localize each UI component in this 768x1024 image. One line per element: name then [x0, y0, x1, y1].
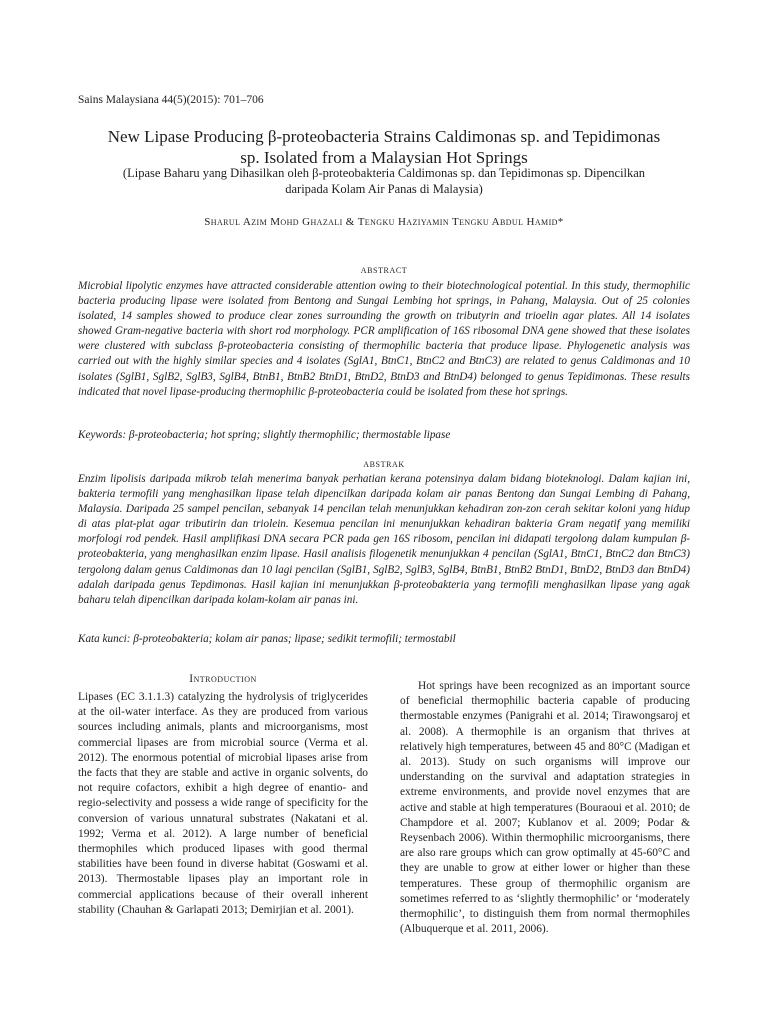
introduction-right-column: Hot springs have been recognized as an important source of beneficial thermophilic bacteria capable of producing thermostable enzymes (Panigrahi et al. 2014; Tirawongsaroj et al. 2008). A thermophile is an organism that thrives at relatively high temperatures, between 45 and 80°C (Madigan et al. 2013). Study on such organisms will improve our understanding on the survival and adaptation strategies in extreme environments, and provide novel enzymes that are active and stable at high temperatures (Bouraoui et al. 2010; de Champdore et al. 2007; Kublanov et al. 2009; Podar & Reysenbach 2006). Within thermophilic microorganisms, there are also rare groups which can grow optimally at 45-60°C and they are unable to grow at either lower or higher than these temperatures. These group of thermophilic organism are sometimes referred to as ‘slightly thermophilic’ or ‘moderately thermophilic’, to distinguish them from normal thermophiles (Albuquerque et al. 2011, 2006).: [400, 680, 690, 936]
paper-subtitle-line-1: (Lipase Baharu yang Dihasilkan oleh β-proteobakteria Caldimonas sp. dan Tepidimonas sp. Dipencilkan: [122, 166, 646, 180]
paper-title: [40, 126, 728, 168]
paper-subtitle-line-2: daripada Kolam Air Panas di Malaysia): [285, 181, 483, 196]
introduction-left-column: Lipases (EC 3.1.1.3) catalyzing the hydrolysis of triglycerides at the oil-water interface. As they are produced from various sources including animals, plants and microorganisms, most commercial lipases are from microbial source (Verma et al. 2012). The enormous potential of microbial lipases arise from the facts that they are stable and active in organic solvents, do not require cofactors, exhibit a high degree of enantio- and regio-selectivity and possess a wide range of specificity for the conversion of various unnatural substrates (Nakatani et al. 1992; Verma et al. 2012). A large number of beneficial thermophiles which produced lipases with good thermal stabilities have been found in diverse habitat (Goswami et al. 2013). Thermostable lipases play an important role in commercial applications because of their overall inherent stability (Chauhan & Garlapati 2013; Demirjian et al. 2001).: [78, 691, 368, 916]
journal-citation: Sains Malaysiana 44(5)(2015): 701–706: [78, 94, 264, 106]
abstract-heading: abstract: [360, 264, 408, 276]
paper-title-line-2: sp. Isolated from a Malaysian Hot Springs: [240, 148, 528, 167]
abstract-text: Microbial lipolytic enzymes have attracted considerable attention owing to their biotechnological potential. In this study, thermophilic bacteria producing lipase were isolated from Bentong and Sungai Lembing hot springs, in Pahang, Malaysia. Out of 25 colonies isolated, 14 samples showed to produce clear zones surrounding the growth on tributyrin and trioelin agar plates. All 14 isolates showed Gram-negative bacteria with short rod morphology. PCR amplification of 16S ribosomal DNA gene showed that these isolates were clustered with subclass β-proteobacteria consisting of thermophilic bacteria that produce lipase. Phylogenetic analysis was carried out with the highly similar species and 4 isolates (SglA1, BtnC1, BtnC2 and BtnC3) are related to genus Caldimonas and 10 isolates (SglB1, SglB2, SglB3, SglB4, BtnB1, BtnB2 BtnD1, BtnD2, BtnD3 and BtnD4) belonged to genus Tepidimonas. These results indicated that novel lipase-producing thermophilic β-proteobacteria could be isolated from these hot springs.: [78, 280, 690, 398]
kata-kunci: Kata kunci: β-proteobakteria; kolam air panas; lipase; sedikit termofili; termostabil: [78, 633, 456, 645]
author-list: Sharul Azim Mohd Ghazali & Tengku Haziyamin Tengku Abdul Hamid*: [204, 216, 564, 228]
abstrak-text: Enzim lipolisis daripada mikrob telah menerima banyak perhatian kerana potensinya dalam bidang bioteknologi. Dalam kajian ini, bakteria termofili yang menghasilkan lipase telah dipencilkan daripada kolam air panas Bentong dan Sungai Lembing di Pahang, Malaysia. Daripada 25 sampel pencilan, sebanyak 14 pencilan telah menunjukkan kehadiran zon-zon cerah sekitar koloni yang hidup di atas plat-plat agar tributirin dan triolein. Kesemua pencilan ini menunjukkan kehadiran bakteria Gram negatif yang memiliki morfologi rod pendek. Hasil amplifikasi DNA secara PCR pada gen 16S ribosom, pencilan ini didapati tergolong dalam kumpulan β-proteobakteria, yang menghasilkan enzim lipase. Hasil analisis filogenetik menunjukkan 4 pencilan (SglA1, BtnC1, BtnC2 dan BtnC3) tergolong dalam genus Caldimonas dan 10 lagi pencilan (SglB1, SglB2, SglB3, SglB4, BtnB1, BtnB2 BtnD1, BtnD2, BtnD3 dan BtnD4) adalah daripada genus Tepdimonas. Hasil kajian ini menunjukkan β-proteobakteria yang termofili menghasilkan lipase yang agak baharu telah dipencilkan daripada kolam-kolam air panas ini.: [78, 473, 690, 606]
paper-subtitle: [60, 166, 708, 197]
paper-title-line-1: New Lipase Producing β-proteobacteria Strains Caldimonas sp. and Tepidimonas: [107, 127, 661, 146]
introduction-heading: Introduction: [189, 673, 257, 685]
keywords: Keywords: β-proteobacteria; hot spring; slightly thermophilic; thermostable lipase: [78, 429, 451, 441]
abstrak-heading: abstrak: [363, 458, 405, 470]
